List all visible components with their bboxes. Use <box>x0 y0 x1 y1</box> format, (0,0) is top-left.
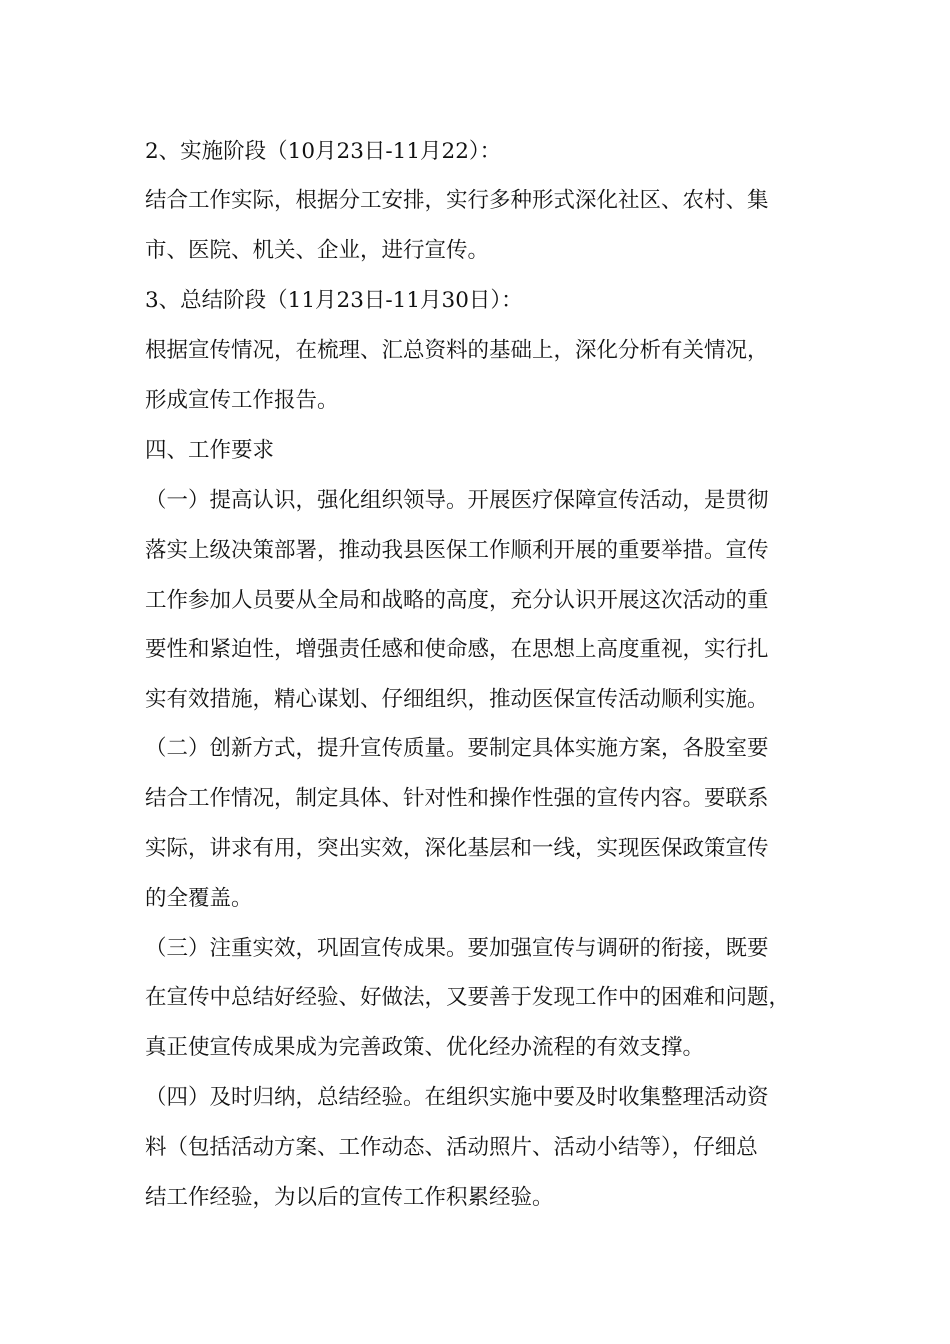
text-line-phase-2-heading: 2、实施阶段（10月23日-11月22）： <box>145 139 502 164</box>
text-line: 结工作经验，为以后的宣传工作积累经验。 <box>145 1185 554 1210</box>
text-line-item-3: （三）注重实效，巩固宣传成果。要加强宣传与调研的衔接，既要 <box>145 936 769 961</box>
text-line: 真正使宣传成果成为完善政策、优化经办流程的有效支撑。 <box>145 1035 705 1060</box>
text-line: 工作参加人员要从全局和战略的高度，充分认识开展这次活动的重 <box>145 588 769 613</box>
text-line: 料（包括活动方案、工作动态、活动照片、活动小结等），仔细总 <box>145 1135 758 1160</box>
text-line: 形成宣传工作报告。 <box>145 388 339 413</box>
text-line: 的全覆盖。 <box>145 886 253 911</box>
text-line-item-4: （四）及时归纳，总结经验。在组织实施中要及时收集整理活动资 <box>145 1085 769 1110</box>
text-line: 根据宣传情况，在梳理、汇总资料的基础上，深化分析有关情况， <box>145 338 769 363</box>
text-line: 结合工作实际，根据分工安排，实行多种形式深化社区、农村、集 <box>145 188 769 213</box>
text-line-item-2: （二）创新方式，提升宣传质量。要制定具体实施方案，各股室要 <box>145 736 769 761</box>
text-line: 市、医院、机关、企业，进行宣传。 <box>145 238 490 263</box>
text-line-item-1: （一）提高认识，强化组织领导。开展医疗保障宣传活动，是贯彻 <box>145 488 769 513</box>
text-line: 在宣传中总结好经验、好做法，又要善于发现工作中的困难和问题， <box>145 985 791 1010</box>
section-heading-work-requirements: 四、工作要求 <box>145 438 275 463</box>
text-line: 实有效措施，精心谋划、仔细组织，推动医保宣传活动顺利实施。 <box>145 687 769 712</box>
text-line: 实际，讲求有用，突出实效，深化基层和一线，实现医保政策宣传 <box>145 836 769 861</box>
text-line: 落实上级决策部署，推动我县医保工作顺利开展的重要举措。宣传 <box>145 538 769 563</box>
text-line: 要性和紧迫性，增强责任感和使命感，在思想上高度重视，实行扎 <box>145 637 769 662</box>
text-line: 结合工作情况，制定具体、针对性和操作性强的宣传内容。要联系 <box>145 786 769 811</box>
text-line-phase-3-heading: 3、总结阶段（11月23日-11月30日）： <box>145 288 523 313</box>
